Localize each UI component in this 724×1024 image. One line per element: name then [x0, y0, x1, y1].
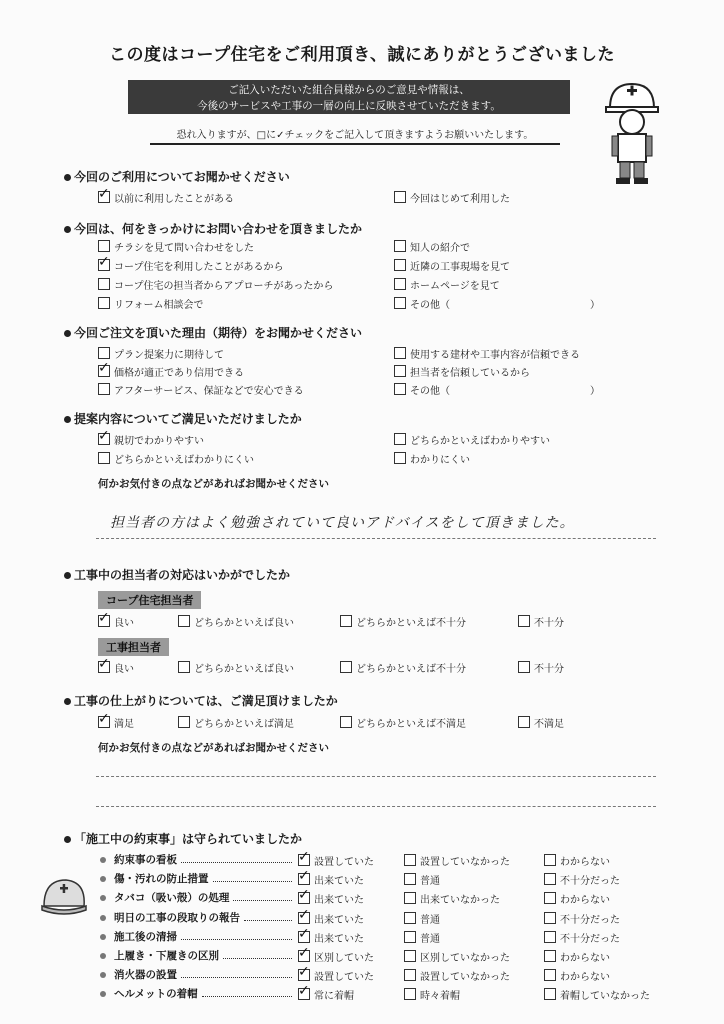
comment-line[interactable]: [96, 806, 656, 807]
checkbox-icon[interactable]: [394, 297, 406, 309]
checkbox-checked-icon[interactable]: [98, 615, 110, 627]
checkbox-checked-icon[interactable]: [298, 950, 310, 962]
checkbox-icon[interactable]: [98, 452, 110, 464]
checkbox-icon[interactable]: [404, 854, 416, 866]
checkbox-option[interactable]: 時々着帽: [404, 987, 460, 1002]
page-title: この度はコープ住宅をご利用頂き、誠にありがとうございました: [109, 45, 615, 65]
checkbox-option[interactable]: コープ住宅の担当者からアプローチがあったから: [98, 277, 333, 292]
bullet-icon: [100, 991, 106, 997]
checkbox-option[interactable]: わからない: [544, 968, 610, 983]
checkbox-icon[interactable]: [98, 297, 110, 309]
checkbox-option[interactable]: 今回はじめて利用した: [394, 190, 510, 205]
checkbox-icon[interactable]: [518, 615, 530, 627]
checkbox-icon[interactable]: [404, 912, 416, 924]
checkbox-checked-icon[interactable]: [298, 873, 310, 885]
checkbox-icon[interactable]: [178, 716, 190, 728]
checkbox-option[interactable]: ✓ 出来ていた: [298, 891, 364, 906]
checkbox-icon[interactable]: [394, 365, 406, 377]
checkbox-icon[interactable]: [544, 873, 556, 885]
rule-label: 施工後の清掃: [100, 929, 177, 944]
checkbox-option[interactable]: どちらかといえば不満足: [340, 715, 466, 730]
section-heading: 「施工中の約束事」は守られていましたか: [64, 830, 302, 847]
subgroup-label: コープ住宅担当者: [98, 591, 201, 609]
comment-line: [96, 538, 656, 539]
rule-label: 明日の工事の段取りの報告: [100, 910, 240, 925]
checkbox-option[interactable]: どちらかといえばわかりにくい: [98, 451, 254, 466]
checkbox-option[interactable]: その他（ ）: [394, 296, 600, 311]
checkbox-option[interactable]: ✓価格が適正であり信用できる: [98, 364, 244, 379]
checkbox-option[interactable]: ✓ 区別していた: [298, 949, 374, 964]
bullet-icon: [100, 972, 106, 978]
checkbox-icon[interactable]: [544, 931, 556, 943]
checkbox-icon[interactable]: [518, 716, 530, 728]
rule-label: 消火器の設置: [100, 967, 177, 982]
checkbox-icon[interactable]: [340, 615, 352, 627]
section-heading: 今回のご利用についてお聞かせください: [64, 168, 290, 185]
bullet-icon: [64, 330, 71, 337]
checkbox-option[interactable]: 設置していなかった: [404, 853, 510, 868]
checkbox-checked-icon[interactable]: [98, 716, 110, 728]
checkbox-option[interactable]: どちらかといえば不十分: [340, 614, 466, 629]
comment-prompt: 何かお気付きの点などがあればお聞かせください: [98, 742, 329, 754]
checkbox-icon[interactable]: [394, 278, 406, 290]
rule-label: 約束事の看板: [100, 852, 177, 867]
checkbox-icon[interactable]: [98, 347, 110, 359]
checkbox-icon[interactable]: [544, 912, 556, 924]
section-heading: 工事中の担当者の対応はいかがでしたか: [64, 566, 290, 583]
checkbox-icon[interactable]: [340, 661, 352, 673]
checkbox-option[interactable]: ホームページを見て: [394, 277, 500, 292]
checkbox-checked-icon[interactable]: [98, 365, 110, 377]
checkbox-option[interactable]: 不十分だった: [544, 872, 620, 887]
checkbox-icon[interactable]: [404, 969, 416, 981]
checkbox-option[interactable]: 普通: [404, 872, 440, 887]
checkbox-icon[interactable]: [394, 452, 406, 464]
checkbox-option[interactable]: 担当者を信頼しているから: [394, 364, 530, 379]
checkbox-option[interactable]: 設置していなかった: [404, 968, 510, 983]
checkbox-option[interactable]: プラン提案力に期待して: [98, 346, 224, 361]
section-heading: 今回は、何をきっかけにお問い合わせを頂きましたか: [64, 220, 362, 237]
bullet-icon: [100, 857, 106, 863]
subgroup-label: 工事担当者: [98, 638, 169, 656]
checkbox-checked-icon[interactable]: [98, 191, 110, 203]
checkbox-option[interactable]: アフターサービス、保証などで安心できる: [98, 382, 304, 397]
leader-dots: [181, 862, 292, 863]
checkbox-option[interactable]: どちらかといえば良い: [178, 660, 294, 675]
leader-dots: [181, 977, 292, 978]
checkbox-option[interactable]: リフォーム相談会で: [98, 296, 204, 311]
checkbox-option[interactable]: ✓満足: [98, 715, 134, 730]
rule-label: タバコ（吸い殻）の処理: [100, 890, 229, 905]
bullet-icon: [64, 572, 71, 579]
rule-label: 上履き・下履きの区別: [100, 948, 219, 963]
checkbox-icon[interactable]: [544, 892, 556, 904]
checkbox-icon[interactable]: [544, 854, 556, 866]
bullet-icon: [100, 953, 106, 959]
checkbox-icon[interactable]: [394, 347, 406, 359]
checkbox-option[interactable]: ✓ 設置していた: [298, 968, 374, 983]
checkbox-option[interactable]: ✓ 常に着帽: [298, 987, 354, 1002]
checkbox-checked-icon[interactable]: [98, 433, 110, 445]
checkbox-option[interactable]: ✓以前に利用したことがある: [98, 190, 234, 205]
checkbox-option[interactable]: 着帽していなかった: [544, 987, 650, 1002]
bullet-icon: [100, 934, 106, 940]
bullet-icon: [100, 915, 106, 921]
checkbox-option[interactable]: ✓ 設置していた: [298, 853, 374, 868]
checkbox-icon[interactable]: [404, 931, 416, 943]
checkbox-option[interactable]: わからない: [544, 891, 610, 906]
checkbox-option[interactable]: 近隣の工事現場を見て: [394, 258, 510, 273]
comment-line[interactable]: [96, 776, 656, 777]
rule-label: ヘルメットの着帽: [100, 986, 198, 1001]
checkbox-option[interactable]: 区別していなかった: [404, 949, 510, 964]
checkbox-icon[interactable]: [394, 240, 406, 252]
checkbox-option[interactable]: どちらかといえば良い: [178, 614, 294, 629]
checkbox-option[interactable]: わかりにくい: [394, 451, 470, 466]
instruction-notice: 恐れ入りますが、□に✓チェックをご記入して頂きますようお願いいたします。: [150, 126, 560, 145]
banner-line: 今後のサービスや工事の一層の向上に反映させていただきます。: [197, 100, 501, 112]
comment-prompt: 何かお気付きの点などがあればお聞かせください: [98, 478, 329, 490]
checkbox-option[interactable]: ✓ 出来ていた: [298, 911, 364, 926]
bullet-icon: [64, 226, 71, 233]
checkbox-icon[interactable]: [394, 259, 406, 271]
checkbox-icon[interactable]: [178, 661, 190, 673]
checkbox-option[interactable]: どちらかといえば不十分: [340, 660, 466, 675]
bullet-icon: [64, 698, 71, 705]
leader-dots: [223, 958, 292, 959]
checkbox-checked-icon[interactable]: [298, 969, 310, 981]
checkbox-checked-icon[interactable]: [298, 912, 310, 924]
checkbox-option[interactable]: 使用する建材や工事内容が信頼できる: [394, 346, 580, 361]
leader-dots: [181, 939, 292, 940]
construction-worker-icon: [602, 78, 662, 188]
checkbox-option[interactable]: どちらかといえばわかりやすい: [394, 432, 550, 447]
bullet-icon: [64, 174, 71, 181]
checkbox-option[interactable]: ✓良い: [98, 660, 134, 675]
handwritten-comment[interactable]: 担当者の方はよく勉強されていて良いアドバイスをして頂きました。: [110, 515, 575, 531]
bullet-icon: [100, 895, 106, 901]
checkbox-option[interactable]: ✓ 出来ていた: [298, 872, 364, 887]
checkbox-option[interactable]: 不満足: [518, 715, 564, 730]
checkbox-checked-icon[interactable]: [98, 661, 110, 673]
checkbox-icon[interactable]: [404, 892, 416, 904]
checkbox-icon[interactable]: [544, 950, 556, 962]
checkbox-icon[interactable]: [544, 988, 556, 1000]
checkbox-option[interactable]: わからない: [544, 949, 610, 964]
checkbox-option[interactable]: ✓ 出来ていた: [298, 930, 364, 945]
checkbox-option[interactable]: 不十分だった: [544, 930, 620, 945]
checkbox-option[interactable]: 出来ていなかった: [404, 891, 500, 906]
checkbox-checked-icon[interactable]: [298, 892, 310, 904]
section-heading: 工事の仕上がりについては、ご満足頂けましたか: [64, 692, 338, 709]
leader-dots: [233, 900, 292, 901]
checkbox-option[interactable]: 不十分: [518, 660, 564, 675]
checkbox-checked-icon[interactable]: [298, 931, 310, 943]
checkbox-option[interactable]: どちらかといえば満足: [178, 715, 294, 730]
leader-dots: [213, 881, 292, 882]
checkbox-checked-icon[interactable]: [298, 854, 310, 866]
checkbox-icon[interactable]: [394, 191, 406, 203]
checkbox-option[interactable]: わからない: [544, 853, 610, 868]
info-banner: [128, 80, 570, 114]
checkbox-option[interactable]: ✓コープ住宅を利用したことがあるから: [98, 258, 284, 273]
bullet-icon: [100, 876, 106, 882]
bullet-icon: [64, 416, 71, 423]
checkbox-icon[interactable]: [98, 383, 110, 395]
checkbox-icon[interactable]: [98, 240, 110, 252]
checkbox-icon[interactable]: [518, 661, 530, 673]
checkbox-option[interactable]: 不十分: [518, 614, 564, 629]
checkbox-icon[interactable]: [98, 278, 110, 290]
checkbox-icon[interactable]: [178, 615, 190, 627]
checkbox-option[interactable]: 知人の紹介で: [394, 239, 470, 254]
leader-dots: [244, 920, 292, 921]
checkbox-option[interactable]: その他（ ）: [394, 382, 600, 397]
leader-dots: [202, 996, 292, 997]
checkbox-icon[interactable]: [404, 988, 416, 1000]
checkbox-checked-icon[interactable]: [98, 259, 110, 271]
checkbox-option[interactable]: チラシを見て問い合わせをした: [98, 239, 254, 254]
banner-line: ご記入いただいた組合員様からのご意見や情報は、: [228, 84, 470, 96]
checkbox-option[interactable]: ✓親切でわかりやすい: [98, 432, 204, 447]
checkbox-icon[interactable]: [340, 716, 352, 728]
section-heading: 今回ご注文を頂いた理由（期待）をお聞かせください: [64, 324, 362, 341]
checkbox-option[interactable]: 普通: [404, 911, 440, 926]
helmet-icon: [40, 872, 88, 920]
checkbox-icon[interactable]: [544, 969, 556, 981]
bullet-icon: [64, 836, 71, 843]
rule-label: 傷・汚れの防止措置: [100, 871, 209, 886]
checkbox-option[interactable]: 普通: [404, 930, 440, 945]
checkbox-icon[interactable]: [404, 873, 416, 885]
checkbox-option[interactable]: ✓良い: [98, 614, 134, 629]
checkbox-icon[interactable]: [394, 383, 406, 395]
section-heading: 提案内容についてご満足いただけましたか: [64, 410, 302, 427]
checkbox-icon[interactable]: [394, 433, 406, 445]
checkbox-icon[interactable]: [404, 950, 416, 962]
checkbox-option[interactable]: 不十分だった: [544, 911, 620, 926]
checkbox-checked-icon[interactable]: [298, 988, 310, 1000]
